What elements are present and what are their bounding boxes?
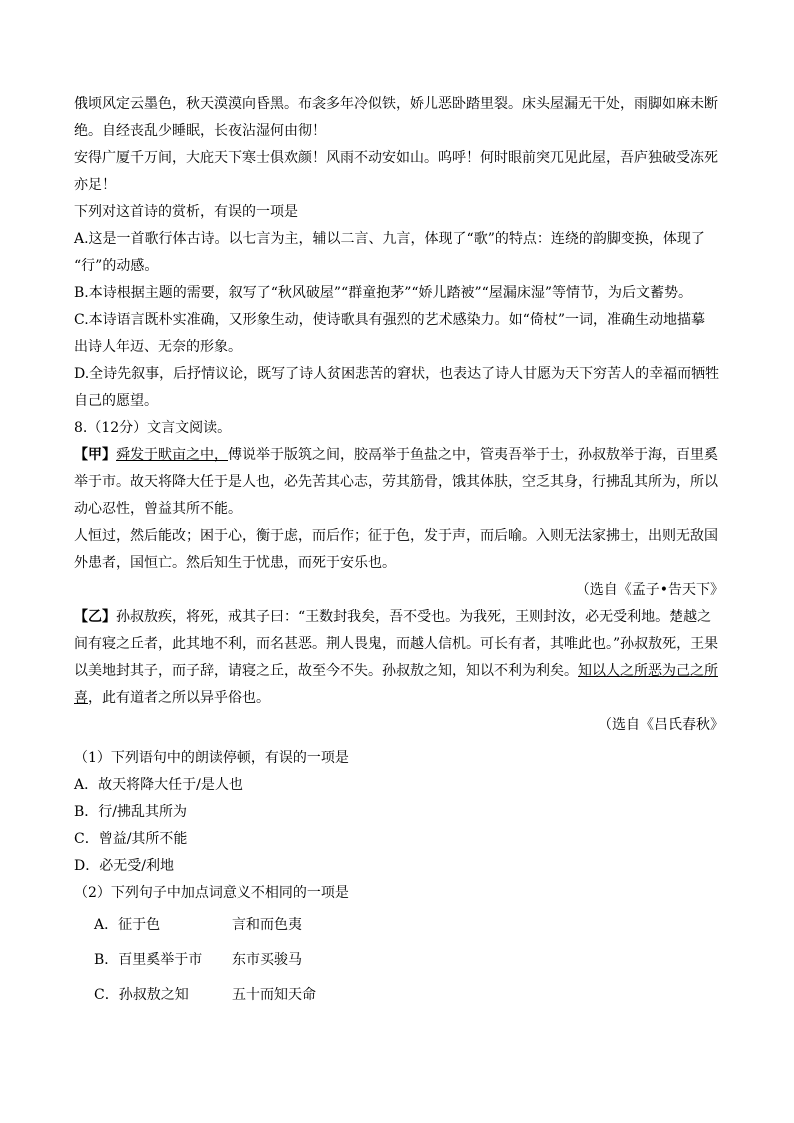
underlined-text: 喜 [74, 690, 88, 706]
passage-yi-line [74, 604, 724, 631]
underlined-text: 舜发于畎亩之中， [116, 447, 228, 463]
sub-question-1 [74, 745, 724, 907]
poem-line: 绝。自经丧乱少睡眠，长夜沾湿何由彻！ [74, 123, 326, 139]
sub-question-stem: （2）下列句子中加点词意义不相同的一项是 [74, 885, 349, 901]
choice-option: D．必无受/利地 [74, 858, 174, 874]
passage-source: （选自《孟子•告天下》 [575, 582, 724, 598]
choice-option-pair [94, 943, 694, 978]
option-sentence: C．孙叔敖之知 [94, 987, 189, 1003]
option-sentence: 五十而知天命 [232, 987, 316, 1003]
choice-option: B．行/拂乱其所为 [74, 804, 188, 820]
passage-yi-line [74, 685, 724, 712]
choice-option: A．故天将降大任于/是人也 [74, 777, 243, 793]
option-sentence: B．百里奚举于市 [94, 952, 203, 968]
question-title: 8.（12分）文言文阅读。 [74, 420, 232, 436]
passage-jia-line: 人恒过，然后能改；困于心，衡于虑，而后作；征于色，发于声，而后喻。入则无法家拂士，出则无敌国 [74, 528, 718, 544]
sub-question-2-options [94, 908, 694, 1013]
passage-jia-line: 动心忍性，曾益其所不能。 [74, 501, 242, 517]
option-c-line: C.本诗语言既朴实准确，又形象生动，使诗歌具有强烈的艺术感染力。如“倚杖”一词，准确生动地描摹 [74, 312, 705, 328]
passage-jia-line: 外患者，国恒亡。然后知生于忧患，而死于安乐也。 [74, 555, 396, 571]
option-d-line: D.全诗先叙事，后抒情议论，既写了诗人贫困悲苦的窘状，也表达了诗人甘愿为天下穷苦人的幸福而牺牲 [74, 366, 720, 382]
sub-question-stem: （1）下列语句中的朗读停顿，有误的一项是 [74, 750, 349, 766]
passage-text: ，此有道者之所以异乎俗也。 [88, 690, 270, 706]
underlined-text: 知以人之所恶为己之所 [578, 663, 718, 679]
poem-line: 亦足！ [74, 177, 116, 193]
option-c-line: 出诗人年迈、无奈的形象。 [74, 339, 242, 355]
choice-option: C．曾益/其所不能 [74, 831, 188, 847]
option-d-line: 自己的愿望。 [74, 393, 158, 409]
passage-yi-line [74, 658, 724, 685]
question-stem: 下列对这首诗的赏析，有误的一项是 [74, 204, 298, 220]
choice-option-pair [94, 908, 694, 943]
poem-line: 俄顷风定云墨色，秋天漠漠向昏黑。布衾多年冷似铁，娇儿恶卧踏里裂。床头屋漏无干处，雨脚如麻未断 [74, 96, 718, 112]
passage-yi-line: 间有寝之丘者，此其地不利，而名甚恶。荆人畏鬼，而越人信机。可长有者，其唯此也。”孙叔敖死，王果 [74, 636, 719, 652]
passage-mark: 【乙】 [74, 609, 116, 625]
option-b-line: B.本诗根据主题的需要，叙写了“秋风破屋”“群童抱茅”“娇儿踏被”“屋漏床湿”等情节，为后文蓄势。 [74, 285, 692, 301]
option-sentence: A．征于色 [94, 917, 161, 933]
passage-jia-line [74, 442, 724, 469]
passage-text: 傅说举于版筑之间，胶鬲举于鱼盐之中，管夷吾举于士，孙叔敖举于海，百里奚 [228, 447, 718, 463]
passage-mark: 【甲】 [74, 447, 116, 463]
passage-source: （选自《吕氏春秋》 [598, 717, 724, 733]
option-a-line: “行”的动感。 [74, 258, 159, 274]
passage-text: 以美地封其子，而子辞，请寝之丘，故至今不失。孙叔敖之知，知以不利为利矣。 [74, 663, 578, 679]
choice-option-pair [94, 978, 694, 1013]
passage-text: 孙叔敖疾，将死，戒其子曰：“王数封我矣，吾不受也。为我死，王则封汝，必无受利地。楚越之 [116, 609, 712, 625]
option-sentence: 东市买骏马 [232, 952, 302, 968]
poem-line: 安得广厦千万间，大庇天下寒士俱欢颜！风雨不动安如山。呜呼！何时眼前突兀见此屋，吾庐独破受冻死 [74, 150, 718, 166]
poem-section [74, 91, 724, 739]
option-a-line: A.这是一首歌行体古诗。以七言为主，辅以二言、九言，体现了“歌”的特点：连绕的韵脚变换，体现了 [74, 231, 705, 247]
option-sentence: 言和而色夷 [232, 917, 302, 933]
passage-jia-line: 举于市。故天将降大任于是人也，必先苦其心志，劳其筋骨，饿其体肤，空乏其身，行拂乱其所为，所以 [74, 474, 718, 490]
